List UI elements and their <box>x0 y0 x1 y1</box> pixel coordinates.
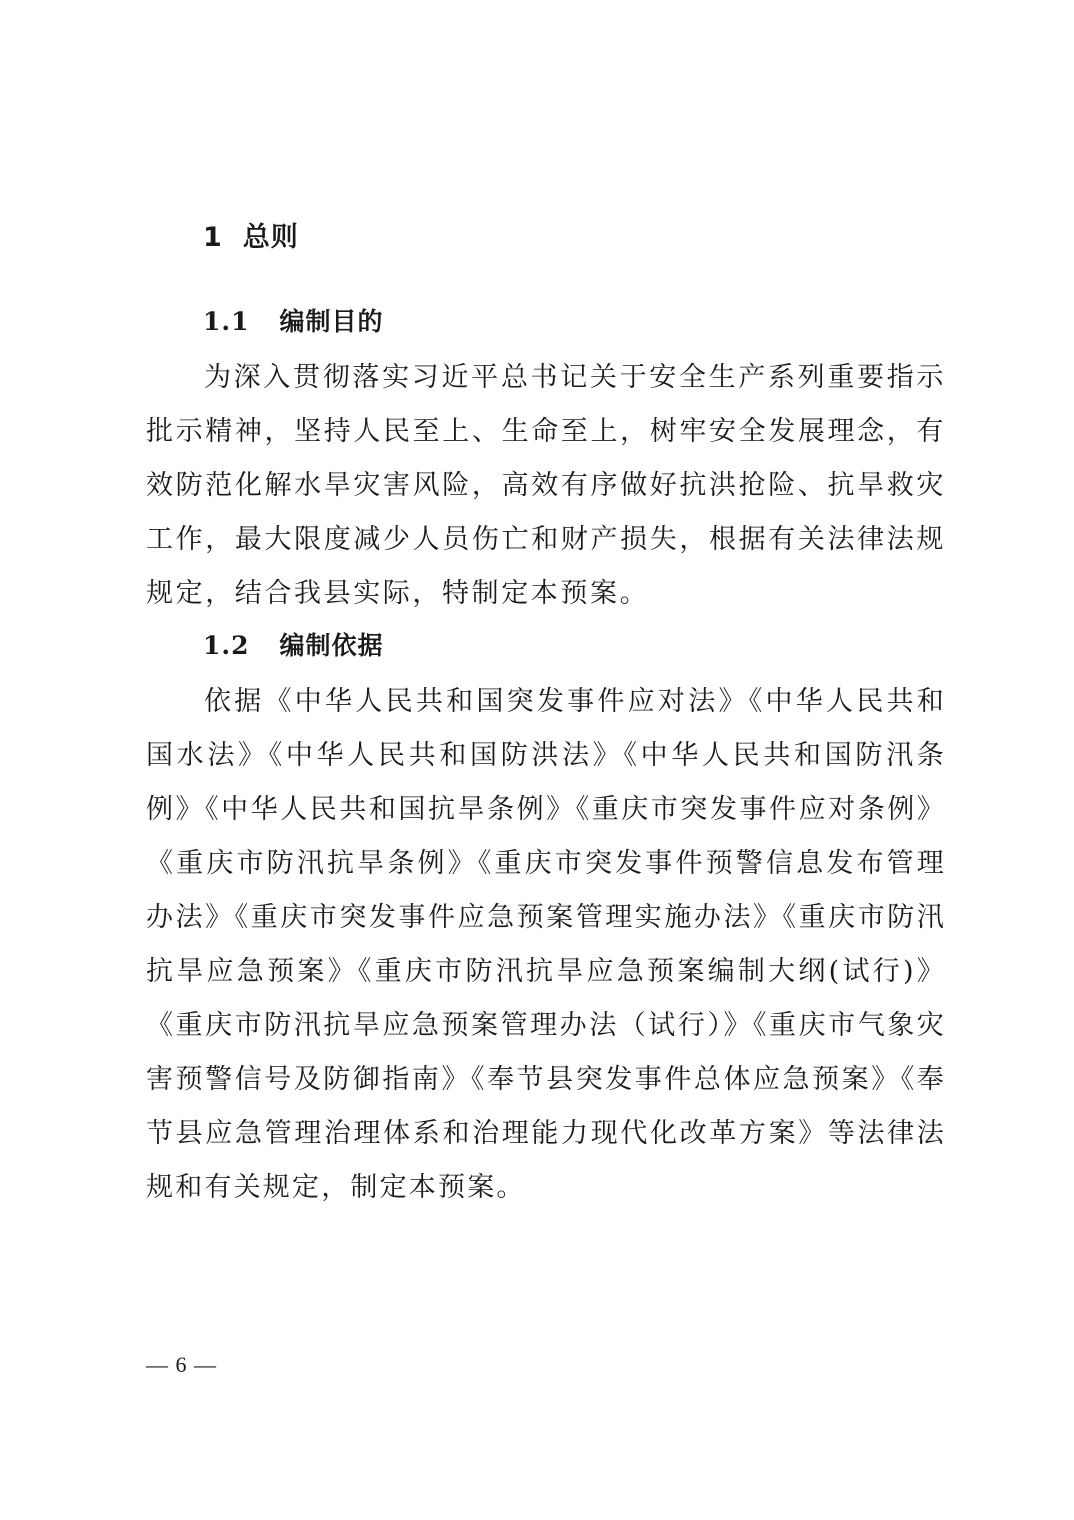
subsection-title: 编制目的 <box>279 307 384 336</box>
purpose-paragraph: 为深入贯彻落实习近平总书记关于安全生产系列重要指示批示精神，坚持人民至上、生命至上，树牢安全发展理念，有效防范化解水旱灾害风险，高效有序做好抗洪抢险、抗旱救灾工作，最大限度减少人员伤亡和财产损失，根据有关法律法规规定，结合我县实际，特制定本预案。 <box>146 362 946 609</box>
section-heading <box>203 216 299 260</box>
basis-paragraph: 依据《中华人民共和国突发事件应对法》《中华人民共和国水法》《中华人民共和国防洪法》《中华人民共和国防汛条例》《中华人民共和国抗旱条例》《重庆市突发事件应对条例》《重庆市防汛抗旱条例》《重庆市突发事件预警信息发布管理办法》《重庆市突发事件应急预案管理实施办法》《重庆市防汛抗旱应急预案》《重庆市防汛抗旱应急预案编制大纲(试行)》《重庆市防汛抗旱应急预案管理办法（试行）》《重庆市气象灾害预警信号及防御指南》《奉节县突发事件总体应急预案》《奉节县应急管理治理体系和治理能力现代化改革方案》等法律法规和有关规定，制定本预案。 <box>146 686 946 1203</box>
subsection-number: 1.1 <box>203 307 250 336</box>
subsection-number: 1.2 <box>203 631 250 660</box>
subsection-heading-1-2 <box>203 624 384 668</box>
section-title: 总则 <box>242 222 299 253</box>
subsection-title: 编制依据 <box>279 631 384 660</box>
section-number: 1 <box>203 222 223 253</box>
subsection-heading-1-1 <box>203 300 384 344</box>
page-number: — 6 — <box>146 1352 217 1377</box>
